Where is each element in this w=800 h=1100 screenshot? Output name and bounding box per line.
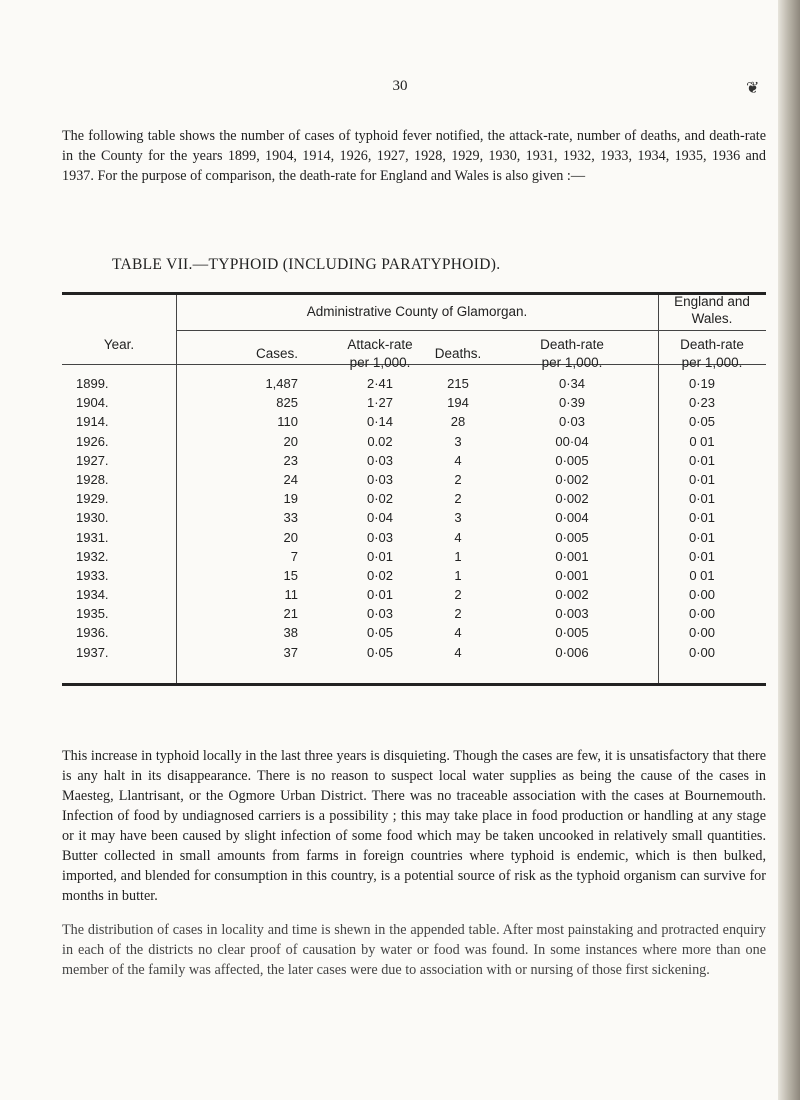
cell-death-rate: 0·001 <box>555 548 589 564</box>
cell-ew-death-rate: 0·00 <box>688 625 716 641</box>
cell-attack-rate: 1·27 <box>366 395 394 411</box>
header-england-wales: England and Wales. <box>674 294 750 326</box>
cell-death-rate: 0·34 <box>558 376 586 391</box>
column-ew-death-rate <box>662 374 742 662</box>
cell-ew-death-rate: 0·01 <box>688 452 716 468</box>
cell-death-rate: 0·001 <box>555 567 589 583</box>
column-cases <box>212 374 298 662</box>
column-attack-rate <box>340 374 420 662</box>
cell-deaths: 2 <box>454 587 462 603</box>
header-cases: Cases. <box>255 346 298 361</box>
cell-cases: 23 <box>283 452 298 468</box>
header-death-rate <box>512 336 632 372</box>
cell-death-rate: 0·006 <box>555 644 589 660</box>
cell-year: 1928. <box>76 471 109 487</box>
cell-year: 1899. <box>76 376 109 391</box>
cell-deaths: 215 <box>447 376 469 391</box>
cell-cases: 24 <box>283 471 298 487</box>
cell-deaths: 1 <box>454 567 462 583</box>
cell-attack-rate: 0·01 <box>366 548 394 564</box>
cell-year: 1937. <box>76 644 109 660</box>
cell-year: 1930. <box>76 510 109 526</box>
header-year: Year. <box>103 337 135 352</box>
leaf-ornament-icon: ❦ <box>746 80 760 97</box>
cell-cases: 37 <box>283 644 298 660</box>
cell-ew-death-rate: 0·05 <box>688 414 716 430</box>
cell-death-rate: 0·002 <box>555 587 589 603</box>
cell-ew-death-rate: 0·23 <box>688 395 716 411</box>
cell-deaths: 4 <box>454 529 462 545</box>
cell-attack-rate: 0·03 <box>366 471 394 487</box>
typhoid-table <box>62 292 766 687</box>
cell-deaths: 3 <box>454 510 462 526</box>
divider-year <box>176 295 177 683</box>
cell-ew-death-rate: 0·00 <box>688 606 716 622</box>
table-title: TABLE VII.—TYPHOID (INCLUDING PARATYPHOID). <box>112 256 501 273</box>
cell-death-rate: 00·04 <box>555 433 589 449</box>
cell-deaths: 28 <box>450 414 466 430</box>
cell-attack-rate: 0·03 <box>366 529 394 545</box>
cell-deaths: 2 <box>454 471 462 487</box>
header-ew-death-rate-line2: per 1,000. <box>681 355 743 370</box>
cell-deaths: 4 <box>454 452 462 468</box>
cell-ew-death-rate: 0·00 <box>688 587 716 603</box>
cell-ew-death-rate: 0 01 <box>689 567 715 583</box>
cell-ew-death-rate: 0·19 <box>688 376 716 391</box>
cell-deaths: 3 <box>454 433 462 449</box>
header-attack-rate-line2: per 1,000. <box>349 355 411 370</box>
cell-attack-rate: 0·02 <box>366 567 394 583</box>
cell-death-rate: 0·005 <box>555 625 589 641</box>
cell-year: 1904. <box>76 395 109 411</box>
cell-attack-rate: 0·05 <box>366 625 394 641</box>
page-edge-shadow <box>778 0 800 1100</box>
cell-deaths: 2 <box>454 491 462 507</box>
header-ew-death-rate <box>658 336 766 372</box>
cell-year: 1933. <box>76 567 109 583</box>
cell-year: 1914. <box>76 414 109 430</box>
cell-attack-rate: 0·05 <box>366 644 394 660</box>
cell-ew-death-rate: 0·00 <box>688 644 716 660</box>
cell-cases: 11 <box>284 587 298 603</box>
cell-year: 1932. <box>76 548 109 564</box>
column-year <box>76 374 176 662</box>
cell-attack-rate: 0·03 <box>366 606 394 622</box>
header-glamorgan: Administrative County of Glamorgan. <box>306 304 528 319</box>
cell-death-rate: 0·005 <box>555 529 589 545</box>
cell-attack-rate: 0·03 <box>366 452 394 468</box>
cell-attack-rate: 0·04 <box>366 510 394 526</box>
cell-attack-rate: 0.02 <box>367 433 393 449</box>
header-underline-glamorgan <box>176 330 658 331</box>
cell-death-rate: 0·005 <box>555 452 589 468</box>
cell-attack-rate: 0·02 <box>366 491 394 507</box>
cell-ew-death-rate: 0·01 <box>688 529 716 545</box>
cell-death-rate: 0·002 <box>555 491 589 507</box>
cell-year: 1929. <box>76 491 109 507</box>
header-death-rate-line1: Death-rate <box>540 337 604 352</box>
cell-year: 1936. <box>76 625 109 641</box>
cell-cases: 20 <box>283 529 298 545</box>
cell-death-rate: 0·39 <box>558 395 586 411</box>
header-ew-death-rate-line1: Death-rate <box>680 337 744 352</box>
paragraph-typhoid-increase: This increase in typhoid locally in the last three years is disquieting. Though the cases are few, it is unsatisfactory that there is any halt in its disappearance. There is no reason to suspect local water supplies as being the cause of the cases in Maesteg, Llantrisant, or the Ogmore Urban District. There was no traceable association with the cases at Bournemouth. Infection of food by undiagnosed carriers is a possibility ; this may take place in food production or handling at any stage or it may have been caused by slight infection of some food which may be taken uncooked in relatively small quantities. Butter collected in small amounts from farms in foreign countries where typhoid is endemic, which is then bulked, imported, and blended for consumption in this country, is a potential source of risk as the typhoid organism can survive for months in butter. <box>62 748 766 904</box>
cell-cases: 21 <box>283 606 298 622</box>
cell-year: 1927. <box>76 452 109 468</box>
cell-cases: 15 <box>283 567 298 583</box>
cell-deaths: 1 <box>454 548 462 564</box>
cell-cases: 1,487 <box>265 376 298 391</box>
cell-ew-death-rate: 0·01 <box>688 471 716 487</box>
header-death-rate-line2: per 1,000. <box>541 355 603 370</box>
cell-cases: 20 <box>283 433 298 449</box>
cell-death-rate: 0·03 <box>558 414 586 430</box>
cell-death-rate: 0·003 <box>555 606 589 622</box>
header-deaths: Deaths. <box>434 346 482 361</box>
cell-ew-death-rate: 0·01 <box>688 491 716 507</box>
column-deaths <box>417 374 499 662</box>
cell-death-rate: 0·004 <box>555 510 589 526</box>
cell-cases: 38 <box>283 625 298 641</box>
cell-cases: 7 <box>290 548 298 564</box>
header-underline-england <box>658 330 766 331</box>
cell-cases: 33 <box>283 510 298 526</box>
intro-paragraph: The following table shows the number of cases of typhoid fever notified, the attack-rate, number of deaths, and death-rate in the County for the years 1899, 1904, 1914, 1926, 1927, 1928, 1929, 1930, 1931, 1932, 1933, 1934, 1935, 1936 and 1937. For the purpose of comparison, the death-rate for England and Wales is also given :— <box>62 128 766 184</box>
paragraph-distribution: The distribution of cases in locality and time is shewn in the appended table. After most painstaking and protracted enquiry in each of the districts no clear proof of causation by water or food was found. In some instances where more than one member of the family was affected, the later cases were due to association with or nursing of those first sickening. <box>62 922 766 978</box>
cell-cases: 19 <box>283 491 298 507</box>
cell-cases: 110 <box>277 414 298 430</box>
header-attack-rate-line1: Attack-rate <box>347 337 413 352</box>
cell-year: 1934. <box>76 587 109 603</box>
cell-year: 1926. <box>76 433 109 449</box>
cell-deaths: 2 <box>454 606 462 622</box>
cell-ew-death-rate: 0·01 <box>688 510 716 526</box>
cell-attack-rate: 0·01 <box>366 587 394 603</box>
cell-deaths: 4 <box>454 625 462 641</box>
cell-deaths: 4 <box>454 644 462 660</box>
column-death-rate <box>532 374 612 662</box>
cell-year: 1931. <box>76 529 109 545</box>
cell-attack-rate: 0·14 <box>366 414 394 430</box>
cell-ew-death-rate: 0·01 <box>688 548 716 564</box>
cell-death-rate: 0·002 <box>555 471 589 487</box>
cell-cases: 825 <box>276 395 298 411</box>
cell-ew-death-rate: 0 01 <box>689 433 715 449</box>
cell-attack-rate: 2·41 <box>366 376 394 391</box>
cell-deaths: 194 <box>447 395 469 411</box>
table-bottom-rule <box>62 683 766 686</box>
cell-year: 1935. <box>76 606 109 622</box>
page-number: 30 <box>392 78 408 94</box>
